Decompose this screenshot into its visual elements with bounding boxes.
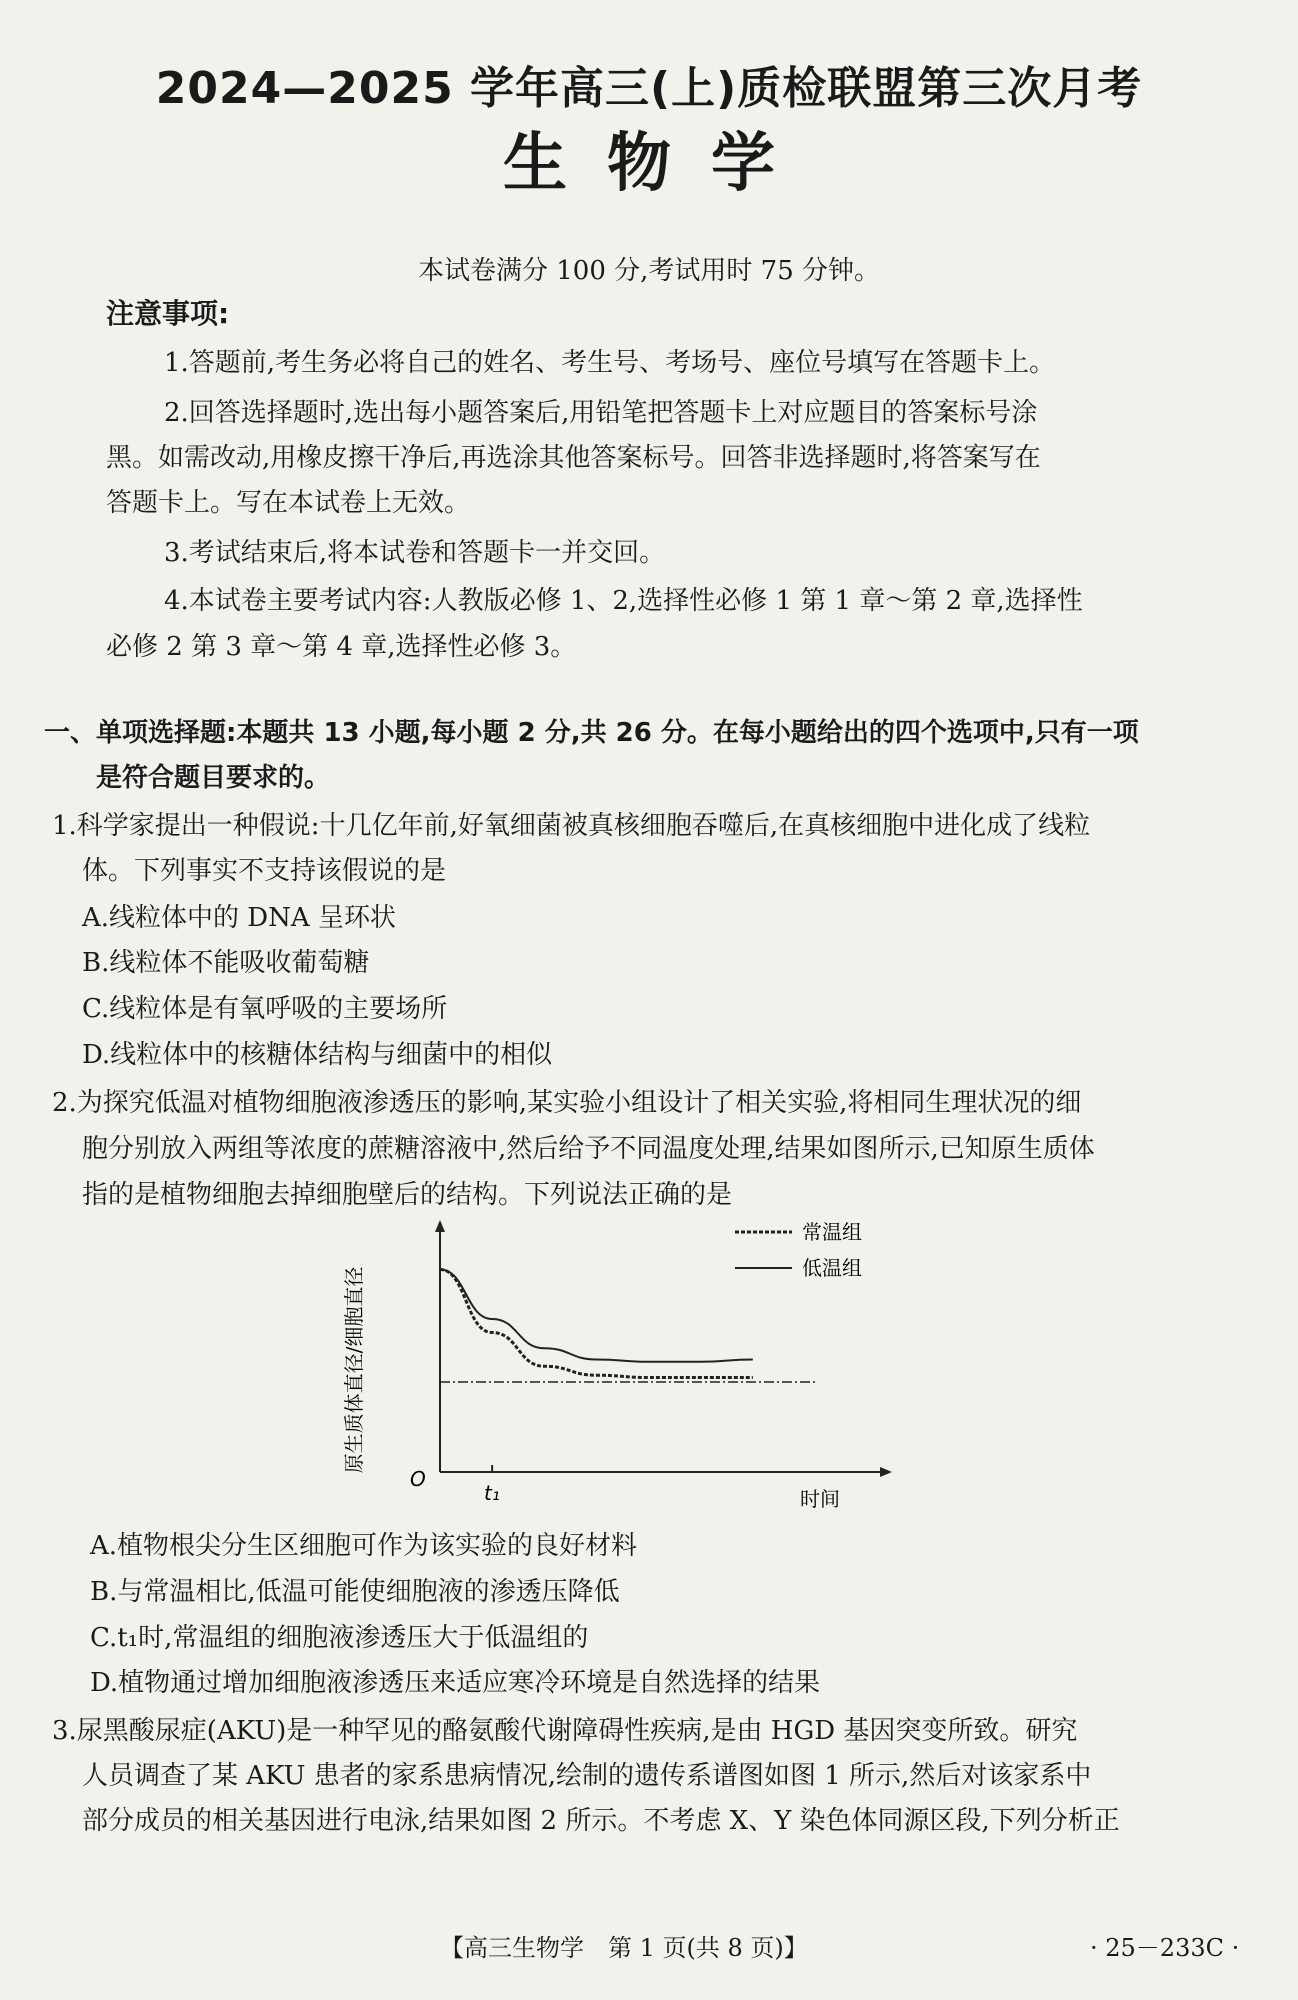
x-axis-label: 时间 <box>800 1487 840 1511</box>
exam-title: 2024—2025 学年高三(上)质检联盟第三次月考 <box>155 63 1143 114</box>
section-heading-cont: 是符合题目要求的。 <box>96 763 331 793</box>
q3-stem: 人员调查了某 AKU 患者的家系患病情况,绘制的遗传系谱图如图 1 所示,然后对该家系中 <box>82 1761 1092 1791</box>
notice-line: 2.回答选择题时,选出每小题答案后,用铅笔把答题卡上对应题目的答案标号涂 <box>164 398 1038 428</box>
q1-option-a: A.线粒体中的 DNA 呈环状 <box>82 903 396 933</box>
q1-stem: 体。下列事实不支持该假说的是 <box>82 856 447 886</box>
q2-stem: 胞分别放入两组等浓度的蔗糖溶液中,然后给予不同温度处理,结果如图所示,已知原生质体 <box>82 1134 1095 1164</box>
page-number: 【高三生物学 第 1 页(共 8 页)】 <box>440 1934 808 1962</box>
q1-stem: 1.科学家提出一种假说:十几亿年前,好氧细菌被真核细胞吞噬后,在真核细胞中进化成了线粒 <box>52 811 1091 841</box>
paper-code: · 25－233C · <box>1090 1934 1240 1962</box>
q2-option-b: B.与常温相比,低温可能使细胞液的渗透压降低 <box>90 1577 620 1607</box>
notice-heading: 注意事项: <box>106 297 230 330</box>
notice-line: 答题卡上。写在本试卷上无效。 <box>106 488 471 518</box>
exam-info: 本试卷满分 100 分,考试用时 75 分钟。 <box>417 256 881 286</box>
q2-option-c: C.t₁时,常温组的细胞液渗透压大于低温组的 <box>90 1623 589 1653</box>
q2-stem: 2.为探究低温对植物细胞液渗透压的影响,某实验小组设计了相关实验,将相同生理状况的细 <box>52 1088 1082 1118</box>
section-heading: 一、单项选择题:本题共 13 小题,每小题 2 分,共 26 分。在每小题给出的四个选项中,只有一项 <box>44 718 1139 748</box>
x-tick-label-t1: t₁ <box>484 1481 500 1505</box>
subject-title: 生物学 <box>503 127 815 201</box>
notice-line: 黑。如需改动,用橡皮擦干净后,再选涂其他答案标号。回答非选择题时,将答案写在 <box>106 443 1041 473</box>
series-line-cold <box>440 1270 753 1362</box>
legend-label-cold: 低温组 <box>802 1256 862 1280</box>
x-axis-arrow <box>880 1467 892 1477</box>
q2-option-d: D.植物通过增加细胞液渗透压来适应寒冷环境是自然选择的结果 <box>90 1668 821 1698</box>
notice-line: 必修 2 第 3 章～第 4 章,选择性必修 3。 <box>106 632 577 662</box>
q2-stem: 指的是植物细胞去掉细胞壁后的结构。下列说法正确的是 <box>82 1180 733 1210</box>
q3-stem: 3.尿黑酸尿症(AKU)是一种罕见的酪氨酸代谢障碍性疾病,是由 HGD 基因突变所致。研究 <box>52 1716 1078 1746</box>
q2-option-a: A.植物根尖分生区细胞可作为该实验的良好材料 <box>90 1531 638 1561</box>
notice-line: 1.答题前,考生务必将自己的姓名、考生号、考场号、座位号填写在答题卡上。 <box>164 348 1056 378</box>
q1-option-c: C.线粒体是有氧呼吸的主要场所 <box>82 994 448 1024</box>
notice-line: 3.考试结束后,将本试卷和答题卡一并交回。 <box>164 538 666 568</box>
notice-line: 4.本试卷主要考试内容:人教版必修 1、2,选择性必修 1 第 1 章～第 2 章,选择性 <box>164 586 1083 616</box>
q1-option-b: B.线粒体不能吸收葡萄糖 <box>82 948 370 978</box>
legend-label-normal: 常温组 <box>802 1220 862 1244</box>
origin-label: O <box>410 1467 426 1491</box>
osmotic-chart <box>342 1210 950 1520</box>
y-axis-label: 原生质体直径/细胞直径 <box>342 1266 366 1474</box>
q3-stem: 部分成员的相关基因进行电泳,结果如图 2 所示。不考虑 X、Y 染色体同源区段,下列分析正 <box>82 1806 1120 1836</box>
y-axis-arrow <box>435 1220 445 1232</box>
q1-option-d: D.线粒体中的核糖体结构与细菌中的相似 <box>82 1040 553 1070</box>
